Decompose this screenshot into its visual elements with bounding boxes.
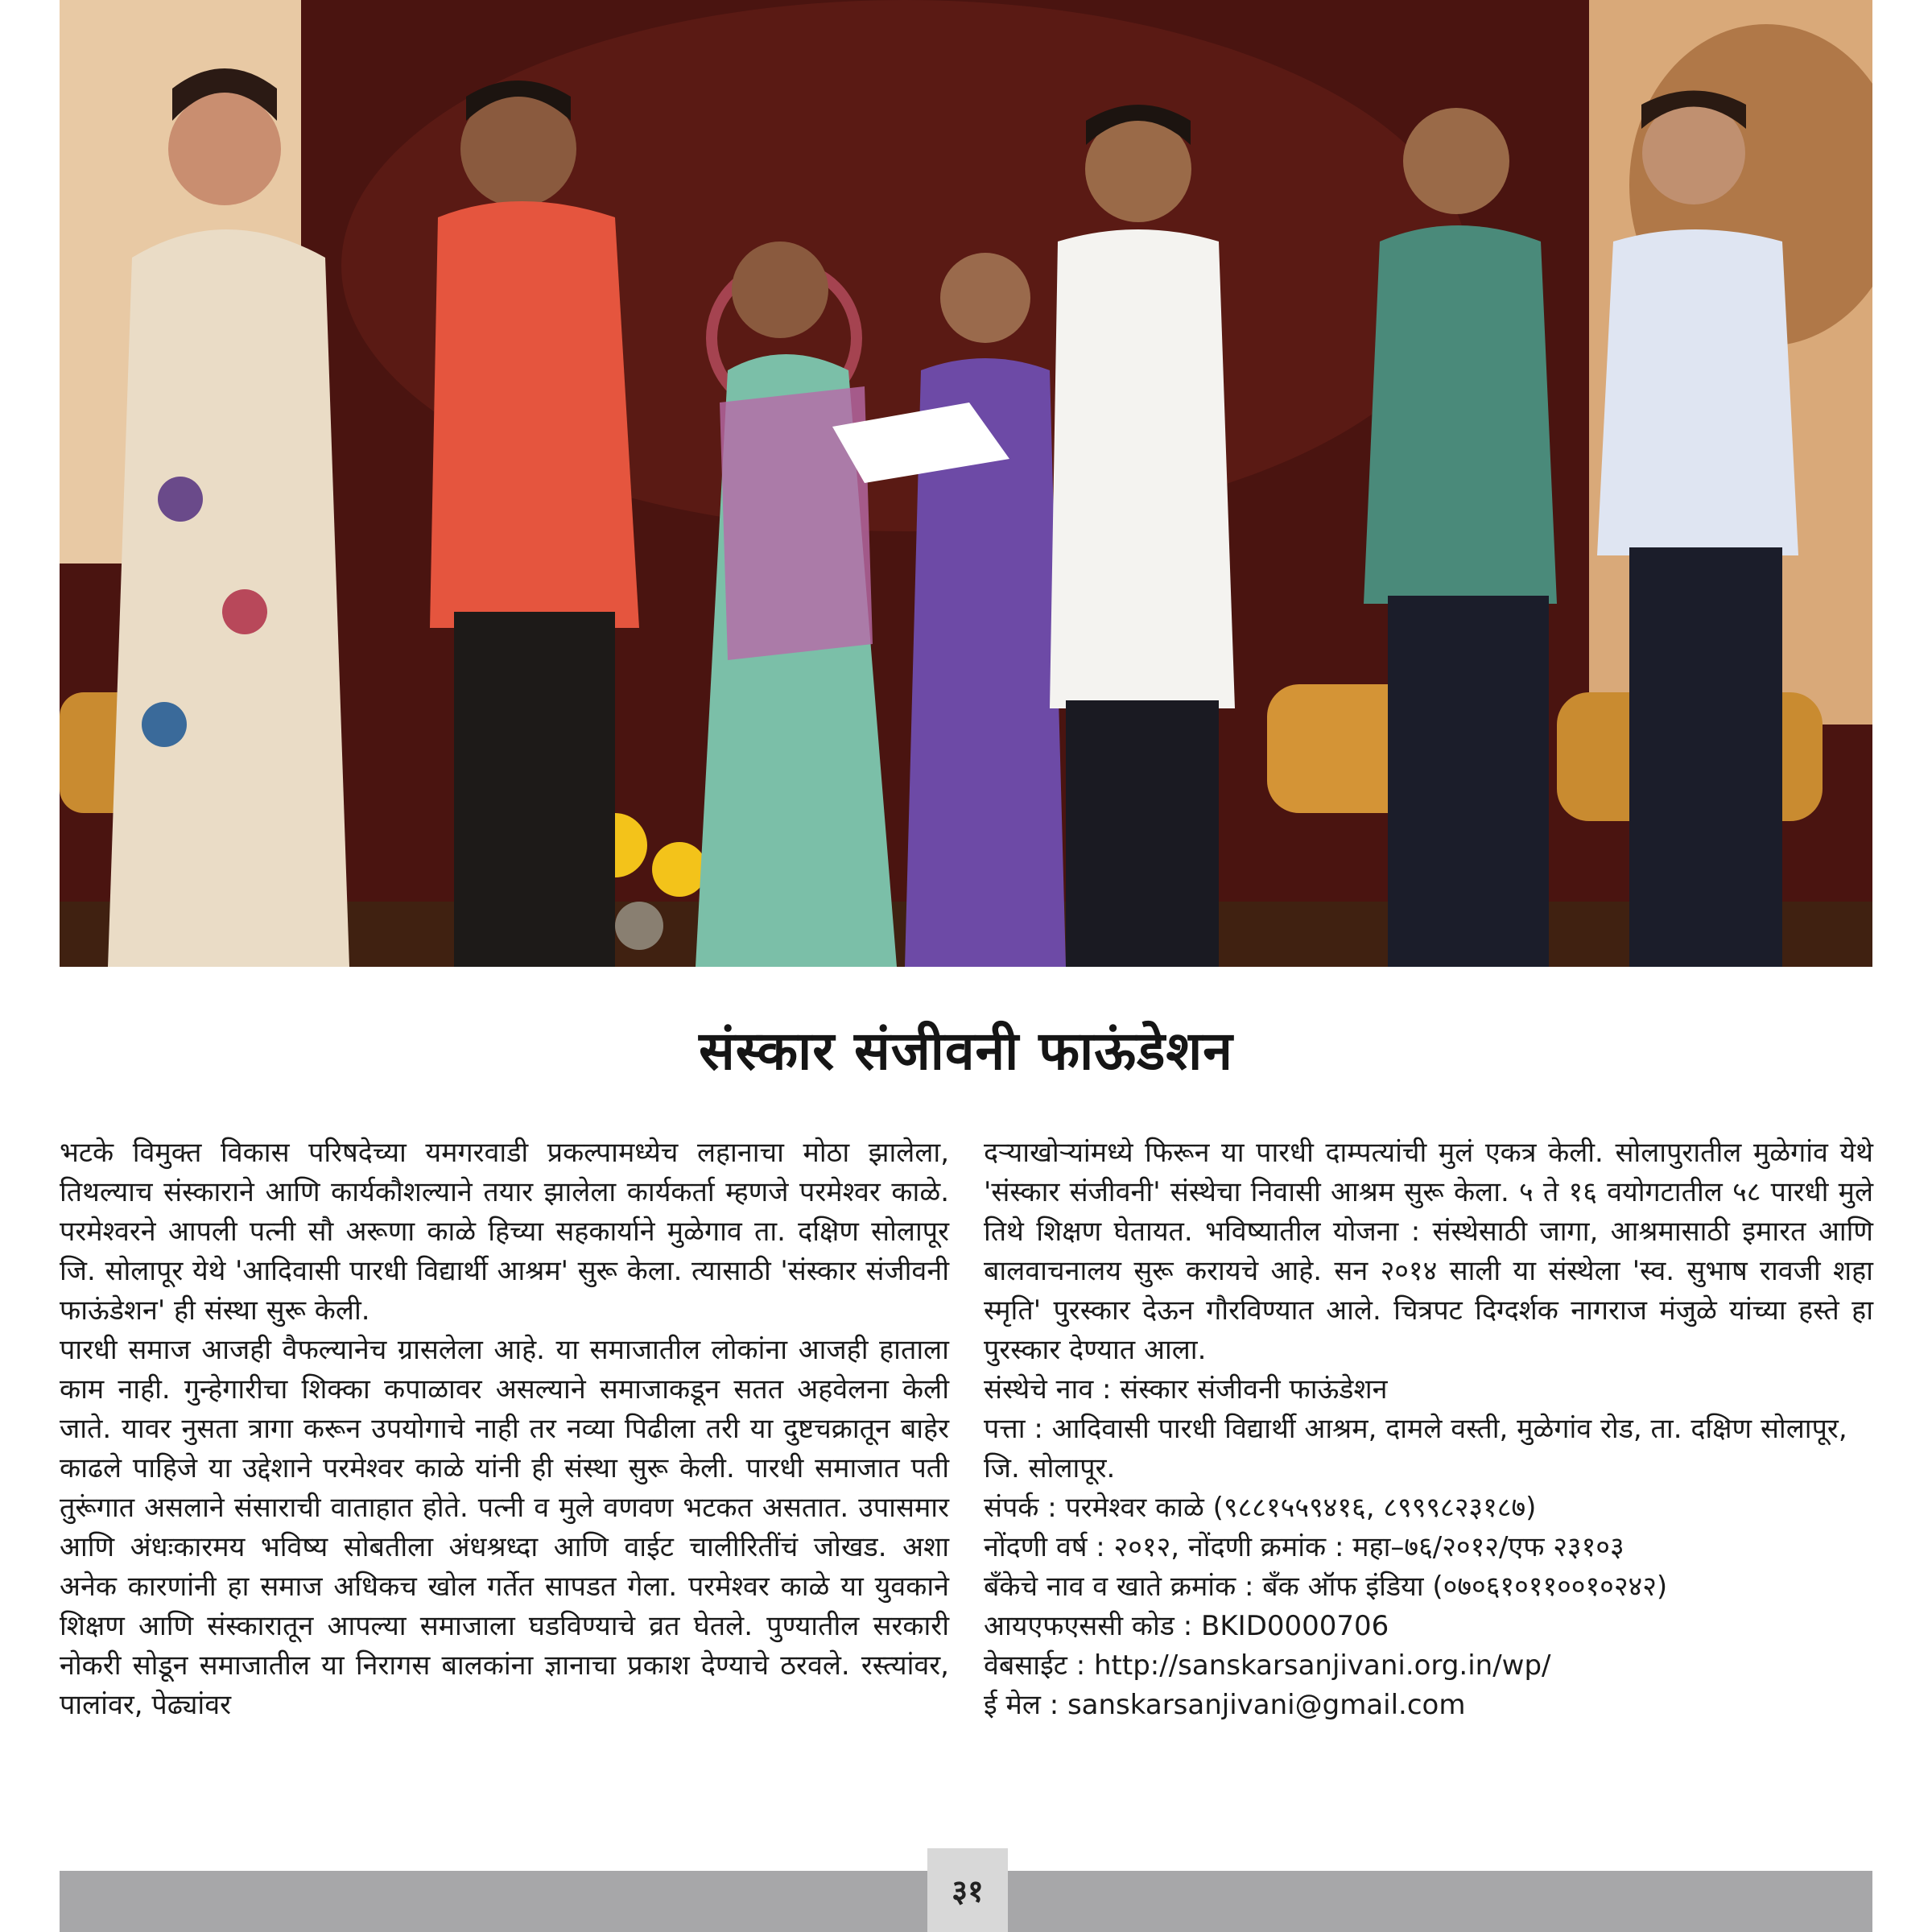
intro-paragraph: भटके विमुक्त विकास परिषदेच्या यमगरवाडी प्रकल्पामध्येच लहानाचा मोठा झालेला, तिथल्याच संस्काराने आणि कार्यकौशल्याने तयार झालेला कार्यकर्ता म्हणजे परमेश्वर काळे. परमेश्वरने आपली पत्नी सौ अरूणा काळे हिच्या सहकार्याने मुळेगाव ता. दक्षिण सोलापूर जि. सोलापूर येथे 'आदिवासी पारधी विद्यार्थी आश्रम' सुरू केला. त्यासाठी 'संस्कार संजीवनी फाऊंडेशन' ही संस्था सुरू केली. (60, 1137, 949, 1327)
info-organization-name: संस्थेचे नाव : संस्कार संजीवनी फाऊंडेशन (984, 1373, 1388, 1406)
info-email: ई मेल : sanskarsanjivani@gmail.com (984, 1689, 1466, 1721)
info-website: वेबसाईट : http://sanskarsanjivani.org.in/wp/ (984, 1649, 1551, 1682)
info-address: पत्ता : आदिवासी पारधी विद्यार्थी आश्रम, दामले वस्ती, मुळेगांव रोड, ता. दक्षिण सोलापूर, जि. सोलापूर. (984, 1413, 1847, 1484)
continued-paragraph: दऱ्याखोऱ्यांमध्ये फिरून या पारधी दाम्पत्यांची मुलं एकत्र केली. सोलापुरातील मुळेगांव येथे 'संस्कार संजीवनी' संस्थेचा निवासी आश्रम सुरू केला. ५ ते १६ वयोगटातील ५८ पारधी मुले तिथे शिक्षण घेतायत. भविष्यातील योजना : संस्थेसाठी जागा, आश्रमासाठी इमारत आणि बालवाचनालय सुरू करायचे आहे. सन २०१४ साली या संस्थेला 'स्व. सुभाष रावजी शहा स्मृति' पुरस्कार देऊन गौरविण्यात आले. चित्रपट दिग्दर्शक नागराज मंजुळे यांच्या हस्ते हा पुरस्कार देण्यात आला. (984, 1137, 1873, 1366)
article-title: संस्कार संजीवनी फाऊंडेशन (699, 1020, 1233, 1082)
right-column (984, 1133, 1873, 1725)
info-ifsc-code: आयएफएससी कोड : BKID0000706 (984, 1610, 1389, 1642)
info-contact: संपर्क : परमेश्वर काळे (९८८१५५९४१६, ८९९९८२३१८७) (984, 1492, 1537, 1524)
info-bank-account: बँकेचे नाव व खाते क्रमांक : बँक ऑफ इंडिया (०७०६१०११००१०२४२) (984, 1571, 1668, 1603)
body-paragraph: पारधी समाज आजही वैफल्यानेच ग्रासलेला आहे. या समाजातील लोकांना आजही हाताला काम नाही. गुन्हेगारीचा शिक्का कपाळावर असल्याने समाजाकडून सतत अहवेलना केली जाते. यावर नुसता त्रागा करून उपयोगाचे नाही तर नव्या पिढीला तरी या दुष्टचक्रातून बाहेर काढले पाहिजे या उद्देशाने परमेश्वर काळे यांनी ही संस्था सुरू केली. पारधी समाजात पती तुरूंगात असलाने संसाराची वाताहात होते. पत्नी व मुले वणवण भटकत असतात. उपासमार आणि अंधःकारमय भविष्य सोबतीला अंधश्रध्दा आणि वाईट चालीरितींचं जोखड. अशा अनेक कारणांनी हा समाज अधिकच खोल गर्तेत सापडत गेला. परमेश्वर काळे या युवकाने शिक्षण आणि संस्कारातून आपल्या समाजाला घडविण्याचे व्रत घेतले. पुण्यातील सरकारी नोकरी सोडून समाजातील या निरागस बालकांना ज्ञानाचा प्रकाश देण्याचे ठरवले. रस्त्यांवर, पालांवर, पेढ्यांवर (60, 1334, 949, 1721)
page-number: ३१ (927, 1848, 1008, 1932)
left-column (60, 1133, 949, 1725)
info-registration: नोंदणी वर्ष : २०१२, नोंदणी क्रमांक : महा–७६/२०१२/एफ २३१०३ (984, 1531, 1624, 1563)
award-ceremony-photo (60, 0, 1872, 967)
